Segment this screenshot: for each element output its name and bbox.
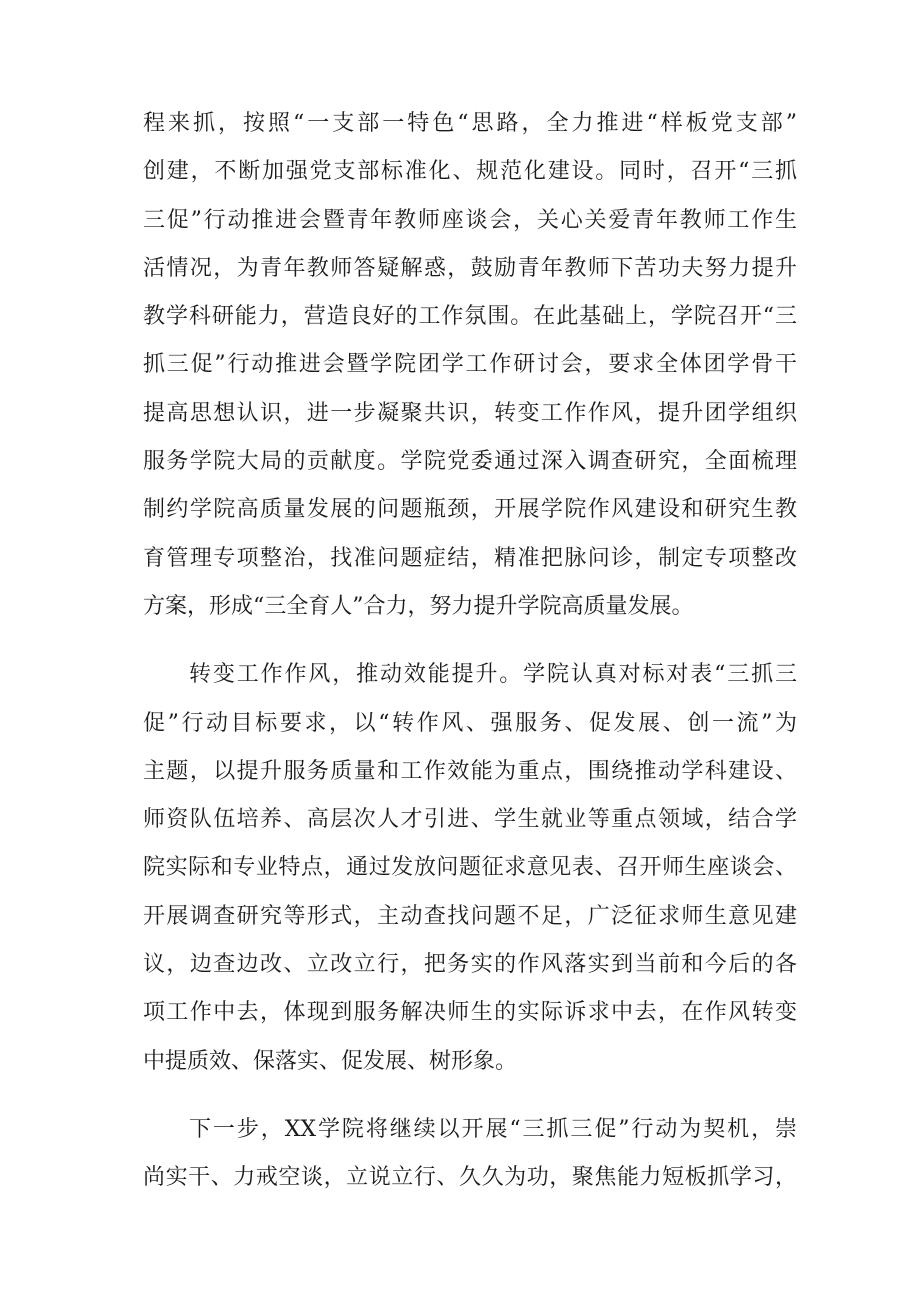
text-line: 师资队伍培养、高层次人才引进、学生就业等重点领域，结合学 bbox=[143, 807, 797, 833]
text-line: 下一步，XX学院将继续以开展“三抓三促”行动为契机，崇 bbox=[189, 1116, 797, 1142]
text-line: 创建，不断加强党支部标准化、规范化建设。同时，召开“三抓 bbox=[143, 159, 797, 185]
text-line: 制约学院高质量发展的问题瓶颈，开展学院作风建设和研究生教 bbox=[143, 497, 797, 523]
paragraph-gap bbox=[143, 1086, 797, 1106]
paragraph bbox=[143, 651, 797, 1086]
text-line: 议，边查边改、立改立行，把务实的作风落实到当前和今后的各 bbox=[143, 952, 797, 978]
text-line: 提高思想认识，进一步凝聚共识，转变工作作风，提升团学组织 bbox=[143, 400, 797, 426]
text-line: 程来抓，按照“一支部一特色“思路，全力推进“样板党支部” bbox=[143, 111, 797, 136]
text-line: 活情况，为青年教师答疑解惑，鼓励青年教师下苦功夫努力提升 bbox=[143, 255, 797, 281]
body-text bbox=[143, 100, 797, 1203]
text-line: 开展调查研究等形式，主动查找问题不足，广泛征求师生意见建 bbox=[143, 903, 797, 929]
text-line: 教学科研能力，营造良好的工作氛围。在此基础上，学院召开“三 bbox=[143, 304, 797, 330]
text-line: 促”行动目标要求，以“转作风、强服务、促发展、创一流”为 bbox=[143, 710, 797, 736]
text-line: 院实际和专业特点，通过发放问题征求意见表、召开师生座谈会、 bbox=[143, 855, 797, 881]
text-line: 三促”行动推进会暨青年教师座谈会，关心关爱青年教师工作生 bbox=[143, 207, 797, 233]
text-line: 项工作中去，体现到服务解决师生的实际诉求中去，在作风转变 bbox=[143, 1000, 797, 1026]
text-line: 抓三促”行动推进会暨学院团学工作研讨会，要求全体团学骨干 bbox=[143, 352, 797, 378]
text-line: 尚实干、力戒空谈，立说立行、久久为功，聚焦能力短板抓学习， bbox=[143, 1165, 797, 1191]
text-line: 转变工作作风，推动效能提升。学院认真对标对表“三抓三 bbox=[189, 662, 797, 688]
paragraph bbox=[143, 1106, 797, 1203]
text-line: 中提质效、保落实、促发展、树形象。 bbox=[143, 1048, 518, 1074]
text-line: 主题，以提升服务质量和工作效能为重点，围绕推动学科建设、 bbox=[143, 758, 797, 784]
text-line: 育管理专项整治，找准问题症结，精准把脉问诊，制定专项整改 bbox=[143, 545, 797, 571]
text-line: 服务学院大局的贡献度。学院党委通过深入调查研究，全面梳理 bbox=[143, 449, 797, 475]
paragraph-gap bbox=[143, 631, 797, 651]
text-line: 方案，形成“三全育人”合力，努力提升学院高质量发展。 bbox=[143, 593, 694, 619]
paragraph bbox=[143, 100, 797, 631]
